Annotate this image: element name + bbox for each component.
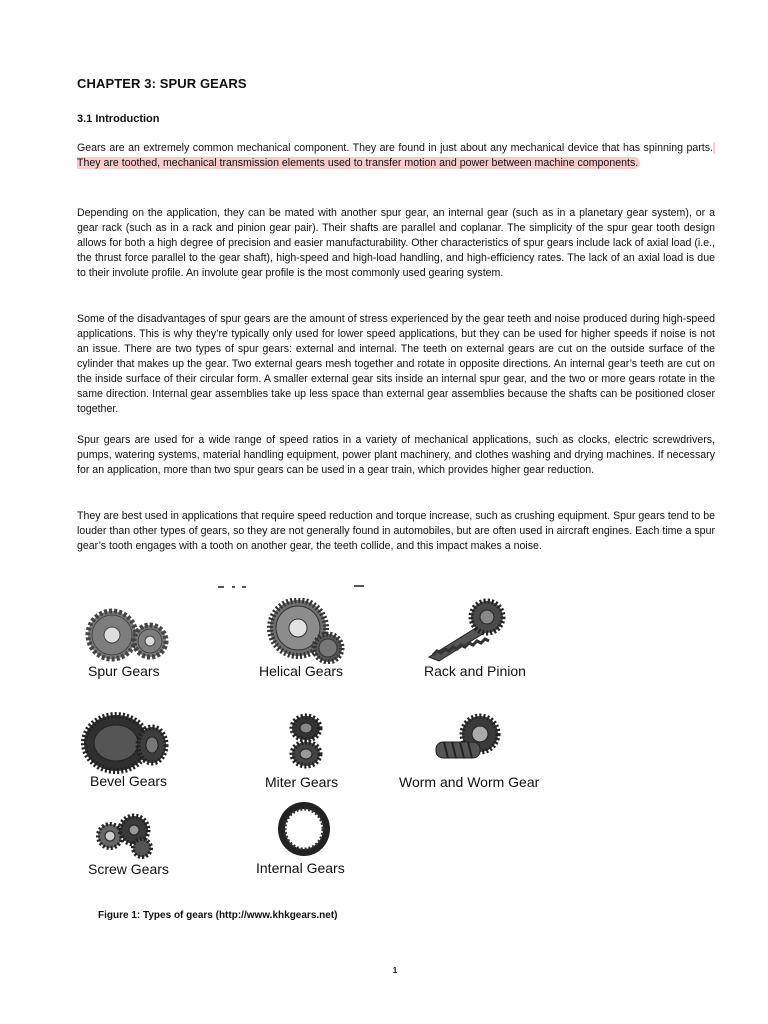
bevel-gears-image: [80, 705, 176, 775]
rack-and-pinion-image: [425, 597, 515, 663]
internal-gear-image: [276, 800, 332, 858]
section-title: 3.1 Introduction: [77, 113, 160, 125]
helical-gears-label: Helical Gears: [259, 663, 344, 679]
highlighted-sentence: They are toothed, mechanical transmission elements used to transfer motion and power between machine components.: [77, 142, 715, 169]
bevel-gears-label: Bevel Gears: [90, 773, 168, 789]
chapter-title: CHAPTER 3: SPUR GEARS: [77, 76, 247, 91]
helical-gears-image: [262, 598, 352, 664]
paragraph-1: [77, 141, 715, 171]
paragraph-3: Some of the disadvantages of spur gears are the amount of stress experienced by the gear teeth and noise produced during high-speed applications. This is why they’re typically only used for lower speed applications, but they can be used for higher speeds if noise is not an issue. There are two types of spur gears: external and internal. The teeth on external gears are cut on the outside surface of the cylinder that makes up the gear. Two external gears mesh together and rotate in opposite directions. An internal gear’s teeth are cut on the inside surface of their circular form. A smaller external gear sits inside an internal spur gear, and the two or more gears rotate in the same direction. Internal gear assemblies take up less space than external gear assemblies because the shafts can be positioned closer together.: [77, 313, 715, 415]
spur-gears-label: Spur Gears: [88, 663, 160, 679]
paragraph-2: Depending on the application, they can be mated with another spur gear, an internal gear (such as in a planetary gear system), or a gear rack (such as in a rack and pinion gear pair). Their shafts are parallel and coplanar. The simplicity of the spur gear tooth design allows for both a high degree of precision and easier manufacturability. Other characteristics of spur gears include lack of axial load (i.e., the thrust force parallel to the gear shaft), high-speed and high-load handling, and high-efficiency rates. The lack of an axial load is due to their involute profile. An involute gear profile is the most commonly used gearing system.: [77, 207, 715, 279]
screw-gears-label: Screw Gears: [88, 861, 169, 877]
worm-gear-label: Worm and Worm Gear: [399, 774, 540, 790]
paragraph-4: Spur gears are used for a wide range of speed ratios in a variety of mechanical applications, such as clocks, electric screwdrivers, pumps, watering systems, material handling equipment, power plant machinery, and clothes washing and drying machines. If necessary for an application, more than two spur gears can be used in a gear train, which provides higher gear reduction.: [77, 434, 715, 476]
rack-and-pinion-label: Rack and Pinion: [424, 663, 526, 679]
figure-caption: Figure 1: Types of gears (http://www.khkgears.net): [98, 910, 338, 921]
spur-gears-image: [82, 605, 172, 663]
paragraph-5: They are best used in applications that require speed reduction and torque increase, such as crushing equipment. Spur gears tend to be louder than other types of gears, so they are not generally found in automobiles, but are often used in aircraft engines. Each time a spur gear’s tooth engages with a tooth on another gear, the teeth collide, and this impact makes a noise.: [77, 510, 715, 552]
miter-gears-image: [276, 710, 336, 772]
miter-gears-label: Miter Gears: [265, 774, 339, 790]
page-number: 1: [392, 966, 398, 975]
figure-crop-artifact: [218, 585, 368, 588]
internal-gears-label: Internal Gears: [256, 860, 345, 876]
paragraph-1-text: Gears are an extremely common mechanical component. They are found in just about any mechanical device that has spinning parts.: [77, 142, 713, 154]
worm-gear-image: [432, 712, 504, 768]
screw-gears-image: [94, 812, 156, 860]
